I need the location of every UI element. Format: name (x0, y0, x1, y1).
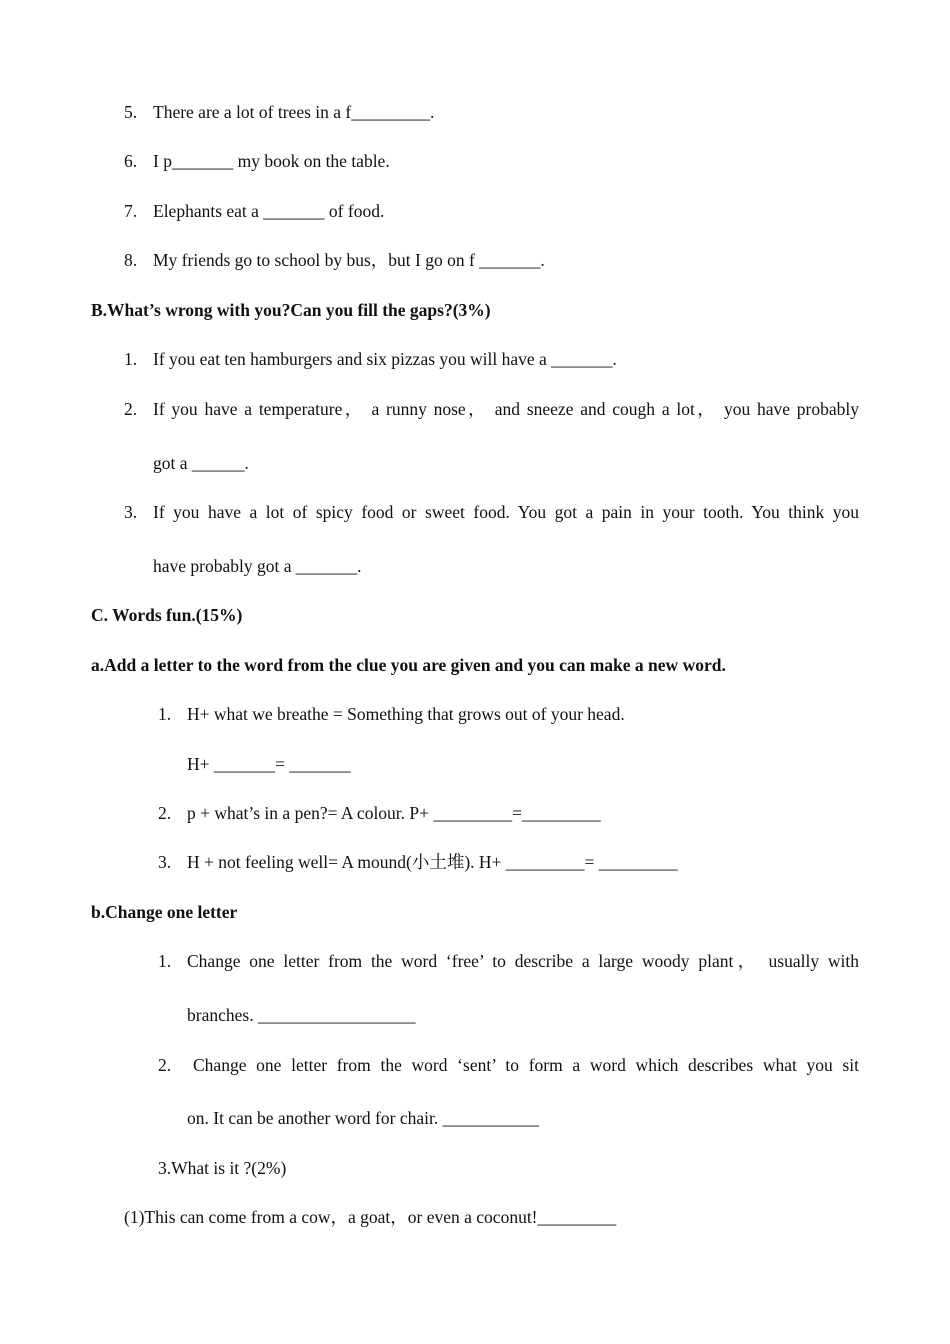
question-text: Elephants eat a _______ of food. (153, 201, 385, 221)
list-number: 7. (124, 201, 138, 221)
list-number: 2. (158, 1055, 172, 1075)
question-text-continued: on. It can be another word for chair. ___________ (187, 1108, 539, 1128)
list-number: 8. (124, 250, 138, 270)
question-text-continued: H+ _______= _______ (187, 754, 351, 774)
question-text: If you have a lot of spicy food or sweet food. You got a pain in your tooth. You think you (153, 502, 859, 522)
question-text: There are a lot of trees in a f_________. (153, 102, 435, 122)
subsection-heading-b: b.Change one letter (91, 902, 238, 922)
question-text: (1)This can come from a cow，a goat，or even a coconut!_________ (124, 1207, 617, 1227)
list-number: 6. (124, 151, 138, 171)
section-heading-c: C. Words fun.(15%) (91, 605, 243, 625)
list-number: 5. (124, 102, 138, 122)
section-heading-b: B.What’s wrong with you?Can you fill the gaps?(3%) (91, 300, 491, 320)
list-number: 2. (158, 803, 172, 823)
question-text: If you eat ten hamburgers and six pizzas you will have a _______. (153, 349, 617, 369)
list-number: 3. (158, 852, 172, 872)
question-text: Change one letter from the word ‘free’ to describe a large woody plant， usually with (187, 951, 859, 971)
question-text: I p_______ my book on the table. (153, 151, 390, 171)
question-text: If you have a temperature， a runny nose， and sneeze and cough a lot， you have probably (153, 399, 859, 419)
question-text-continued: branches. __________________ (187, 1005, 416, 1025)
list-number: 1. (158, 704, 172, 724)
subsection-heading-a: a.Add a letter to the word from the clue you are given and you can make a new word. (91, 655, 726, 675)
subsection-heading-what-is-it: 3.What is it ?(2%) (158, 1158, 287, 1178)
question-text-continued: have probably got a _______. (153, 556, 362, 576)
list-number: 2. (124, 399, 138, 419)
list-number: 3. (124, 502, 138, 522)
list-number: 1. (124, 349, 138, 369)
question-text: My friends go to school by bus，but I go on f _______. (153, 250, 545, 270)
question-text: p + what’s in a pen?= A colour. P+ _________=_________ (187, 803, 601, 823)
list-number: 1. (158, 951, 172, 971)
question-text: Change one letter from the word ‘sent’ to form a word which describes what you sit (193, 1055, 859, 1075)
question-text: H + not feeling well= A mound(小土堆). H+ _________= _________ (187, 852, 678, 872)
question-text-continued: got a ______. (153, 453, 249, 473)
question-text: H+ what we breathe = Something that grows out of your head. (187, 704, 625, 724)
